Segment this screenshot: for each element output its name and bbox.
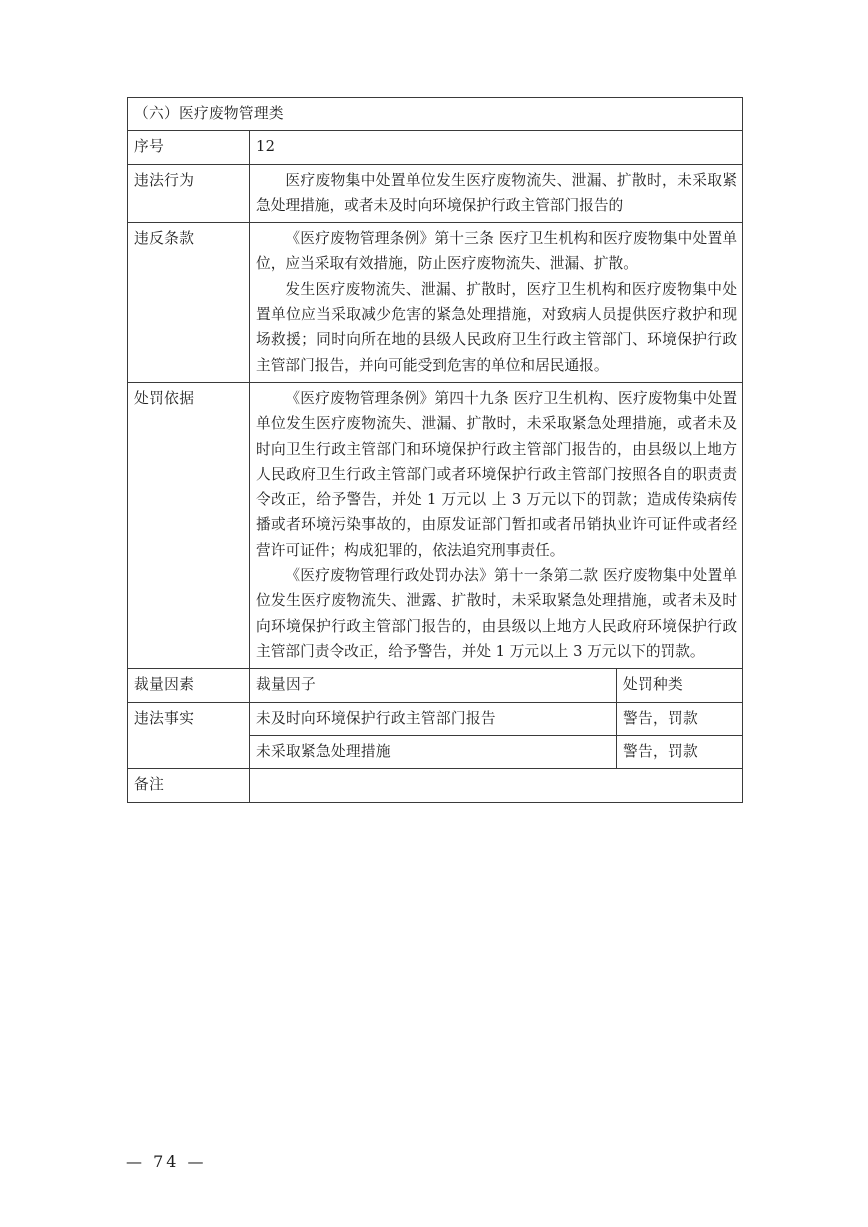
table-row-section-heading: [128, 98, 743, 131]
paragraph: 《医疗废物管理条例》第十三条 医疗卫生机构和医疗废物集中处置单位，应当采取有效措施，防止医疗废物流失、泄漏、扩散。: [256, 230, 738, 273]
fact-factor: 未及时向环境保护行政主管部门报告: [250, 702, 617, 735]
paragraph: 《医疗废物管理行政处罚办法》第十一条第二款 医疗废物集中处置单位发生医疗废物流失、泄露、扩散时，未采取紧急处理措施，或者未及时向环境保护行政主管部门报告的，由县级以上地方人民政府环境保护行政主管部门责令改正，给予警告，并处 1 万元以上 3 万元以下的罚款。: [256, 567, 738, 660]
fact-factor: 未采取紧急处理措施: [250, 735, 617, 768]
column-header-factor: 裁量因子: [250, 669, 617, 702]
fact-penalty-kind: 警告，罚款: [617, 735, 743, 768]
table-row-violation-act: [128, 164, 743, 223]
table-row-serial: [128, 131, 743, 164]
row-label-serial: 序号: [128, 131, 250, 164]
column-header-penalty-kind: 处罚种类: [617, 669, 743, 702]
table-row-fact-1: [128, 702, 743, 735]
row-value-violation-act: [250, 164, 743, 223]
row-value-violated-clause: [250, 223, 743, 383]
row-label-violated-clause: 违反条款: [128, 223, 250, 383]
paragraph: 《医疗废物管理条例》第四十九条 医疗卫生机构、医疗废物集中处置单位发生医疗废物流失、泄漏、扩散时，未采取紧急处理措施，或者未及时向卫生行政主管部门和环境保护行政主管部门报告的，由县级以上地方人民政府卫生行政主管部门或者环境保护行政主管部门按照各自的职责责令改正，给予警告，并处 1 万元以 上 3 万元以下的罚款；造成传染病传播或者环境污染事故的，由原发证部门暂扣或者吊销执业许可证件或者经营许可证件；构成犯罪的，依法追究刑事责任。: [256, 389, 738, 559]
row-label-illegal-facts: 违法事实: [128, 702, 250, 769]
section-heading-cell: （六）医疗废物管理类: [128, 98, 743, 131]
row-value-penalty-basis: [250, 382, 743, 668]
row-value-remark: [250, 769, 743, 803]
table-row-discretion-header: [128, 669, 743, 702]
penalty-discretion-table: [127, 97, 743, 803]
table-row-penalty-basis: [128, 382, 743, 668]
fact-penalty-kind: 警告，罚款: [617, 702, 743, 735]
table-row-violated-clause: [128, 223, 743, 383]
row-label-violation-act: 违法行为: [128, 164, 250, 223]
page-number-footer: — 74 —: [126, 1152, 207, 1171]
row-value-serial: 12: [250, 131, 743, 164]
row-label-remark: 备注: [128, 769, 250, 803]
table-row-remark: [128, 769, 743, 803]
row-label-penalty-basis: 处罚依据: [128, 382, 250, 668]
paragraph: 医疗废物集中处置单位发生医疗废物流失、泄漏、扩散时，未采取紧急处理措施，或者未及时向环境保护行政主管部门报告的: [256, 171, 738, 214]
paragraph: 发生医疗废物流失、泄漏、扩散时，医疗卫生机构和医疗废物集中处置单位应当采取减少危害的紧急处理措施，对致病人员提供医疗救护和现场救援；同时向所在地的县级人民政府卫生行政主管部门、环境保护行政主管部门报告，并向可能受到危害的单位和居民通报。: [256, 280, 738, 374]
row-label-discretion-factor: 裁量因素: [128, 669, 250, 702]
